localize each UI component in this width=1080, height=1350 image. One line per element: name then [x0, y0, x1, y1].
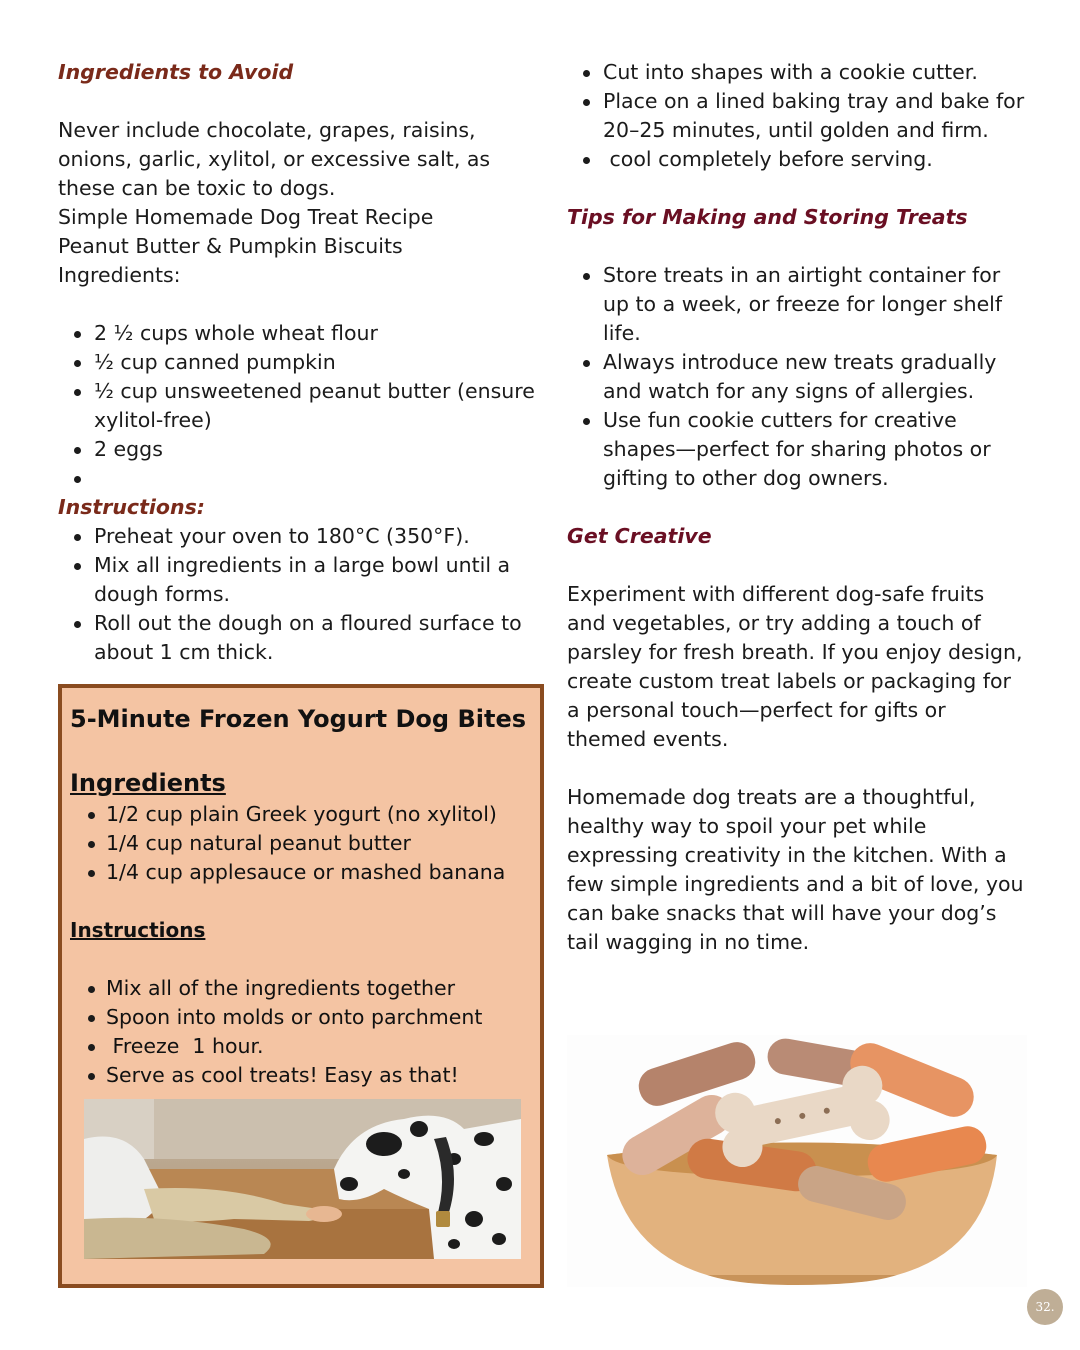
- instructions-heading: Instructions:: [58, 495, 205, 519]
- list-item: Roll out the dough on a floured surface to about 1 cm thick.: [94, 609, 546, 667]
- instructions-list: [58, 522, 546, 667]
- avoid-line: Never include chocolate, grapes, raisins,: [58, 118, 476, 142]
- list-item: Place on a lined baking tray and bake for 20–25 minutes, until golden and firm.: [603, 87, 1027, 145]
- creative-paragraph: Experiment with different dog-safe fruits and vegetables, or try adding a touch of parsley for fresh breath. If you enjoy design, create custom treat labels or packaging for a personal touch—perfect for gifts or themed events.: [567, 582, 1023, 751]
- tips-heading: Tips for Making and Storing Treats: [567, 205, 968, 229]
- box-instructions-heading: Instructions: [70, 918, 206, 942]
- recipe-title: Simple Homemade Dog Treat Recipe: [58, 205, 434, 229]
- list-item: Store treats in an airtight container for up to a week, or freeze for longer shelf life.: [603, 261, 1027, 348]
- avoid-line: onions, garlic, xylitol, or excessive salt, as: [58, 147, 491, 171]
- get-creative-heading: Get Creative: [567, 524, 712, 548]
- box-ingredients-heading: Ingredients: [70, 769, 226, 797]
- dalmatian-eating-photo: [84, 1099, 521, 1259]
- baking-steps-list: [567, 58, 1027, 174]
- list-item: Use fun cookie cutters for creative shapes—perfect for sharing photos or gifting to other dog owners.: [603, 406, 1027, 493]
- list-item: cool completely before serving.: [603, 145, 1027, 174]
- ingredients-list: [58, 319, 546, 493]
- box-title: 5-Minute Frozen Yogurt Dog Bites: [70, 705, 527, 733]
- list-item: 2 ½ cups whole wheat flour: [94, 319, 546, 348]
- list-item: Mix all ingredients in a large bowl until a dough forms.: [94, 551, 546, 609]
- list-item: 1/4 cup natural peanut butter: [106, 829, 530, 858]
- list-item: Mix all of the ingredients together: [106, 974, 530, 1003]
- right-column: [567, 58, 1027, 957]
- box-ingredients-list: [70, 800, 530, 887]
- list-item: 1/4 cup applesauce or mashed banana: [106, 858, 530, 887]
- dog-biscuit-bowl-photo: [567, 1035, 1027, 1287]
- list-item: 1/2 cup plain Greek yogurt (no xylitol): [106, 800, 530, 829]
- closing-paragraph: Homemade dog treats are a thoughtful, healthy way to spoil your pet while expressing creativity in the kitchen. With a few simple ingredients and a bit of love, you can bake snacks that will have your dog’s tail wagging in no time.: [567, 785, 1024, 954]
- ingredients-to-avoid-heading: Ingredients to Avoid: [58, 60, 294, 84]
- list-item: 2 eggs: [94, 435, 546, 464]
- avoid-line: these can be toxic to dogs.: [58, 176, 336, 200]
- ingredients-label: Ingredients:: [58, 263, 181, 287]
- page-number-badge: 32.: [1027, 1289, 1063, 1325]
- list-item: Freeze 1 hour.: [106, 1032, 530, 1061]
- list-item: Serve as cool treats! Easy as that!: [106, 1061, 530, 1090]
- list-item: Spoon into molds or onto parchment: [106, 1003, 530, 1032]
- list-item: Always introduce new treats gradually and watch for any signs of allergies.: [603, 348, 1027, 406]
- list-item: Preheat your oven to 180°C (350°F).: [94, 522, 546, 551]
- tips-list: [567, 261, 1027, 493]
- box-instructions-list: [70, 974, 530, 1090]
- recipe-name: Peanut Butter & Pumpkin Biscuits: [58, 234, 403, 258]
- list-item: Cut into shapes with a cookie cutter.: [603, 58, 1027, 87]
- list-item: ½ cup unsweetened peanut butter (ensure xylitol-free): [94, 377, 546, 435]
- list-item: [94, 464, 546, 493]
- left-column: [58, 58, 546, 667]
- list-item: ½ cup canned pumpkin: [94, 348, 546, 377]
